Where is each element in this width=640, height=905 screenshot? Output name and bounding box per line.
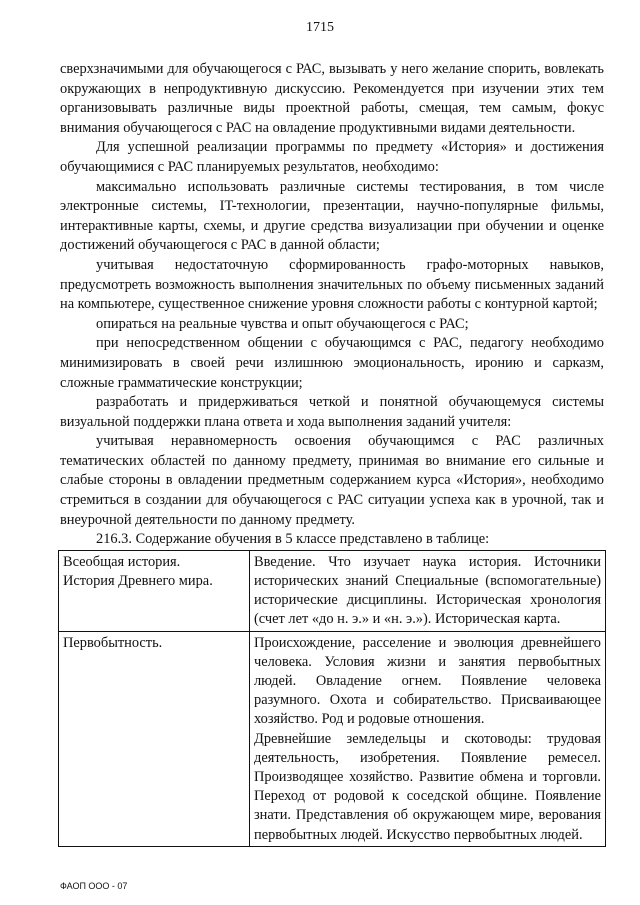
table-caption: 216.3. Содержание обучения в 5 классе представлено в таблице:: [96, 531, 490, 548]
topic-cell: [59, 550, 250, 631]
table-row: [59, 631, 606, 846]
topic-cell: [59, 631, 250, 846]
content-cell: [250, 631, 606, 846]
paragraph: учитывая недостаточную сформированность графо-моторных навыков, предусмотреть возможность выполнения значительных по объему письменных заданий на компьютере, существенное снижение уровня сложности работы с контурной картой;: [60, 256, 604, 313]
paragraph: разработать и придерживаться четкой и понятной обучающемуся системы визуальной поддержки плана ответа и хода выполнения заданий учителя:: [60, 394, 604, 430]
paragraph: сверхзначимыми для обучающегося с РАС, вызывать у него желание спорить, вовлекать окружающих в непродуктивную дискуссию. Рекомендуется при изучении этих тем организовывать различные виды проектной работы, смещая, тем самым, фокус внимания обучающегося с РАС на овладение продуктивными видами деятельности.: [60, 61, 604, 136]
content-cell: [250, 550, 606, 631]
table-row: [59, 550, 606, 631]
paragraph: Для успешной реализации программы по предмету «История» и достижения обучающимися с РАС планируемых результатов, необходимо:: [60, 139, 604, 175]
document-body: [60, 60, 604, 847]
page-number: 1715: [306, 20, 334, 35]
content-table-body: [59, 550, 606, 846]
topic-title: Всеобщая история.: [63, 553, 181, 570]
content-text: Происхождение, расселение и эволюция древнейшего человека. Условия жизни и занятия первобытных людей. Овладение огнем. Появление человека разумного. Охота и собирательство. Присваивающее хозяйство. Род и родовые отношения.: [254, 634, 601, 728]
paragraph: при непосредственном общении с обучающимся с РАС, педагогу необходимо минимизировать в своей речи излишнюю эмоциональность, иронию и сарказм, сложные грамматические конструкции;: [60, 335, 604, 391]
content-text: Древнейшие земледельцы и скотоводы: трудовая деятельность, изобретения. Появление ремесел. Производящее хозяйство. Развитие обмена и торговли. Переход от родовой к соседской общине. Появление знати. Представления об окружающем мире, верования первобытных людей. Искусство первобытных людей.: [254, 730, 601, 843]
paragraph: максимально использовать различные системы тестирования, в том числе электронные системы, IT-технологии, презентации, научно-популярные фильмы, интерактивные карты, схемы, и другие средства визуализации при обучении и оценке достижений обучающегося с РАС в данной области;: [60, 178, 604, 254]
footer-code: ФАОП ООО - 07: [60, 881, 128, 891]
topic-title: Первобытность.: [63, 634, 163, 651]
paragraph: опираться на реальные чувства и опыт обучающегося с РАС;: [96, 315, 469, 332]
topic-title: История Древнего мира.: [63, 573, 213, 590]
content-text: Введение. Что изучает наука история. Источники исторических знаний Специальные (вспомогательные) исторические дисциплины. Историческая хронология (счет лет «до н. э.» и «н. э.»). Историческая карта.: [254, 553, 601, 628]
paragraph: учитывая неравномерность освоения обучающимся с РАС различных тематических областей по данному предмету, принимая во внимание его сильные и слабые стороны в овладении предметным содержанием курса «История», необходимо стремиться в создании для обучающегося с РАС ситуации успеха как в урочной, так и внеурочной деятельности по данному предмету.: [60, 433, 604, 528]
content-table: [58, 550, 606, 847]
paragraphs: [60, 60, 604, 530]
